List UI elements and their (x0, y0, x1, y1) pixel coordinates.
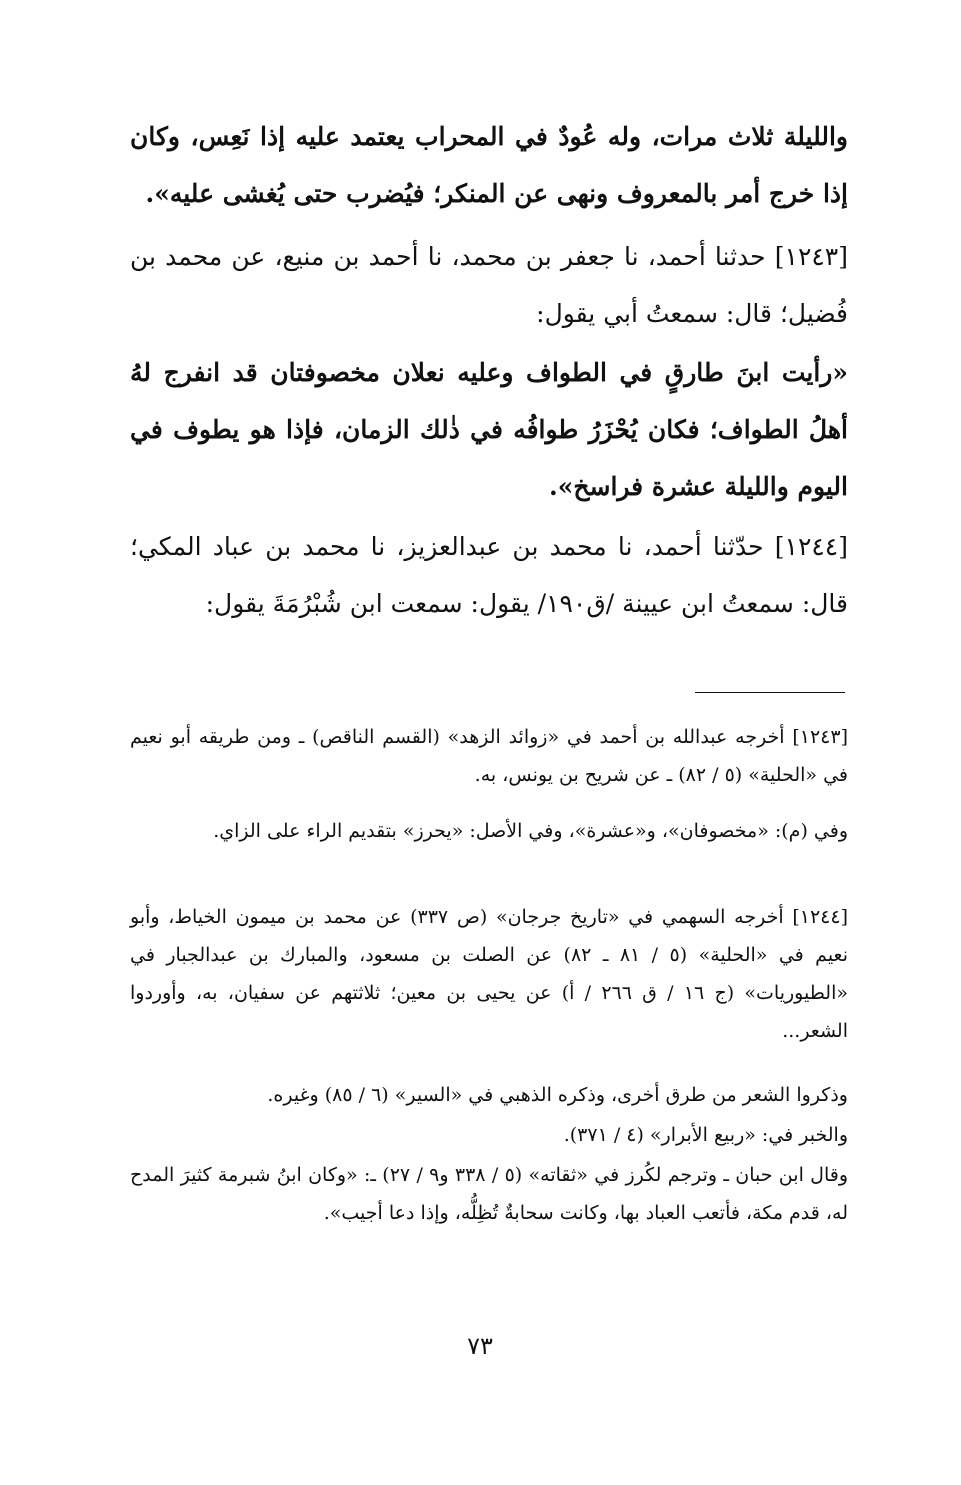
footnote-3: [١٢٤٤] أخرجه السهمي في «تاريخ جرجان» (ص ٣٣٧) عن محمد بن ميمون الخياط، وأبو نعيم في «الحلية» (٥ / ٨١ ـ ٨٢) عن الصلت بن مسعود، والمبارك بن عبدالجبار في «الطيوريات» (ج ١٦ / ق ٢٦٦ / أ) عن يحيى بن معين؛ ثلاثتهم عن سفيان، به، وأوردوا الشعر... (130, 906, 849, 1042)
footnote-6: وقال ابن حبان ـ وترجم لكُرز في «ثقاته» (٥ / ٣٣٨ و٩ / ٢٧) ـ: «وكان ابنُ شبرمة كثيرَ المدح له، قدم مكة، فأتعب العباد بها، وكانت سحابةٌ تُظِلُّه، وإذا دعا أجيب». (130, 1164, 849, 1224)
main-paragraph-2: [١٢٤٣] حدثنا أحمد، نا جعفر بن محمد، نا أحمد بن منيع، عن محمد بن فُضيل؛ قال: سمعتُ أبي يقول: (130, 242, 848, 328)
main-paragraph-1: والليلة ثلاث مرات، وله عُودٌ في المحراب يعتمد عليه إذا نَعِس، وكان إذا خرج أمر بالمعروف ونهى عن المنكر؛ فيُضرب حتى يُغشى عليه». (130, 122, 848, 208)
footnote-separator (695, 692, 845, 693)
footnote-2: وفي (م): «مخصوفان»، و«عشرة»، وفي الأصل: «يحرز» بتقديم الراء على الزاي. (213, 820, 848, 842)
footnote-4: وذكروا الشعر من طرق أخرى، وذكره الذهبي في «السير» (٦ / ٨٥) وغيره. (267, 1084, 848, 1106)
page-number: ٧٣ (467, 1332, 493, 1360)
footnote-1: [١٢٤٣] أخرجه عبدالله بن أحمد في «زوائد الزهد» (القسم الناقص) ـ ومن طريقه أبو نعيم في «الحلية» (٥ / ٨٢) ـ عن شريح بن يونس، به. (130, 726, 848, 786)
footnote-5: والخبر في: «ربيع الأبرار» (٤ / ٣٧١). (563, 1124, 848, 1146)
main-paragraph-3: «رأيت ابنَ طارقٍ في الطواف وعليه نعلان مخصوفتان قد انفرج لهُ أهلُ الطواف؛ فكان يُحْزَرُ طوافُه في ذٰلك الزمان، فإذا هو يطوف في اليوم والليلة عشرة فراسخ». (130, 358, 848, 501)
main-paragraph-4: [١٢٤٤] حدّثنا أحمد، نا محمد بن عبدالعزيز، نا محمد بن عباد المكي؛ قال: سمعتُ ابن عيينة /ق١٩٠/ يقول: سمعت ابن شُبْرُمَةَ يقول: (130, 532, 848, 618)
